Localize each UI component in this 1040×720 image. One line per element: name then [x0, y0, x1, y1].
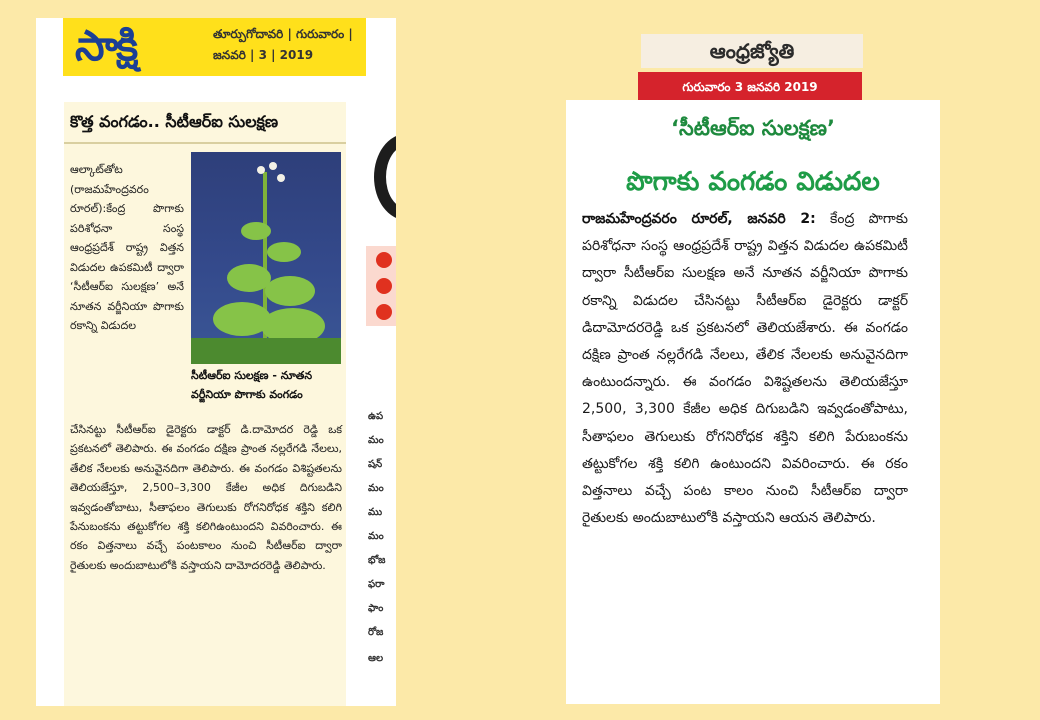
adjacent-snippet: మం — [368, 531, 384, 542]
sakshi-article — [64, 102, 346, 706]
sakshi-headline: కొత్త వంగడం.. సీటీఆర్ఐ సులక్షణ — [70, 112, 279, 131]
sakshi-body-text: చేసినట్టు సీటీఆర్‌ఐ డైరెక్టరు డాక్టర్‌ డి.దామోదర రెడ్డి ఒక ప్రకటనలో తెలిపారు. ఈ వంగడం దక్షిణ ప్రాంత నల్లరేగడి నేలలు, తేలిక నేలలకు అనువైనదిగా తెలిపారు. ఈ వంగడం విశిష్టతలను తెలియజేస్తూ, 2,500–3,300 కేజీల అధిక దిగుబడిని ఇవ్వడంతోబాటు, సీతాఫలం తెగులుకు రోగనిరోధక శక్తిని కలిగి పేనుబంకను తట్టుకోగల శక్తి కలిగిఉంటుందని వివరించారు. ఈ రకం విత్తనాలు వచ్చే పంటకాలం నుంచి సీటీఆర్‌ఐ ద్వారా రైతులకు అందుబాటులోకి వస్తాయని దామోదరరెడ్డి తెలిపారు. — [70, 423, 342, 572]
adjacent-snippet: మం — [368, 435, 384, 446]
headline-divider — [64, 142, 346, 144]
plant-flower — [269, 162, 277, 170]
sakshi-masthead — [63, 18, 396, 76]
red-bullet — [376, 252, 392, 268]
adjacent-snippet: ఫాం — [368, 603, 384, 614]
adjacent-snippet: రోజ — [368, 627, 384, 638]
adjacent-snippet: ఫరా — [368, 579, 385, 590]
tobacco-plant-photo — [191, 152, 341, 364]
sakshi-dateline-line1: తూర్పుగోదావరి | గురువారం | — [213, 27, 353, 41]
adjacent-snippet: ము — [368, 507, 383, 518]
sakshi-column-text: ఆల్కాట్‌తోట (రాజమహేంద్రవరం రూరల్‌):కేంద్ర పొగాకు పరిశోధనా సంస్థ ఆంధ్రప్రదేశ్‌ రాష్ట్ర విత్తన విడుదల ఉపకమిటీ ద్వారా ‘సీటీఆర్‌ఐ సులక్షణ’ అనే నూతన వర్జీనియా పొగాకు రకాన్ని విడుదల — [70, 163, 184, 332]
adjacent-article-edge — [366, 18, 396, 706]
adjacent-snippet: భోజ — [368, 555, 386, 566]
andhrajyothy-body-text: కేంద్ర పొగాకు పరిశోధనా సంస్థ ఆంధ్రప్రదేశ్‌ రాష్ట్ర విత్తన విడుదల ఉపకమిటీ ద్వారా సీటీఆర్‌ఐ సులక్షణ అనే నూతన వర్జీనియా పొగాకు రకాన్ని విడుదల చేసినట్టు సీటీఆర్‌ఐ డైరెక్టరు డాక్టర్‌ డిదామోదరరెడ్డి ఒక ప్రకటనలో తెలియజేశారు. ఈ వంగడం దక్షిణ ప్రాంత నల్లరేగడి నేలలు, తేలిక నేలలకు అనువైనదిగా ఉంటుందన్నారు. ఈ వంగడం విశిష్టతలను తెలియజేస్తూ 2,500, 3,300 కేజీల అధిక దిగుబడిని ఇవ్వడంతోపాటు, సీతాఫలం తెగులుకు రోగనిరోధక శక్తిని కలిగి పేరుబంకను తట్టుకోగల శక్తి కలిగి ఉంటుందని వివరించారు. ఈ రకం విత్తనాలు వచ్చే పంట కాలం నుంచి సీటీఆర్‌ఐ ద్వారా రైతులకు అందుబాటులోకి వస్తాయని ఆయన తెలిపారు. — [582, 211, 909, 527]
andhrajyothy-date-bar: గురువారం 3 జనవరి 2019 — [638, 72, 862, 102]
andhrajyothy-kicker: ‘సీటీఆర్‌ఐ సులక్షణ’ — [671, 116, 835, 140]
andhrajyothy-headline: పొగాకు వంగడం విడుదల — [626, 167, 880, 197]
plant-flower — [277, 174, 285, 182]
sakshi-dateline-line2: జనవరి | 3 | 2019 — [213, 48, 314, 62]
adjacent-red-block — [366, 246, 396, 326]
andhrajyothy-dateline: రాజమహేంద్రవరం రూరల్‌, జనవరి 2: — [582, 211, 816, 227]
plant-leaf — [241, 222, 271, 240]
adjacent-snippet: షన్ — [368, 459, 383, 470]
photo-caption: సీటీఆర్‌ఐ సులక్షణ - నూతన వర్జీనియా పొగాకు వంగడం — [191, 369, 313, 401]
plant-flower — [257, 166, 265, 174]
adjacent-headline-glyph — [374, 134, 396, 220]
sakshi-logo: సాక్షి — [75, 21, 137, 70]
adjacent-snippet: ఉప — [368, 411, 384, 422]
andhrajyothy-masthead: ఆంధ్రజ్యోతి — [641, 34, 863, 68]
andhrajyothy-body — [582, 206, 908, 532]
adjacent-snippet: మం — [368, 483, 384, 494]
plant-leaf — [267, 242, 301, 262]
sakshi-clipping — [36, 18, 396, 706]
photo-ground — [191, 338, 341, 364]
plant-leaf — [265, 276, 315, 306]
red-bullet — [376, 278, 392, 294]
red-bullet — [376, 304, 392, 320]
adjacent-snippet: ఆల — [368, 653, 384, 664]
andhrajyothy-article — [566, 100, 940, 704]
